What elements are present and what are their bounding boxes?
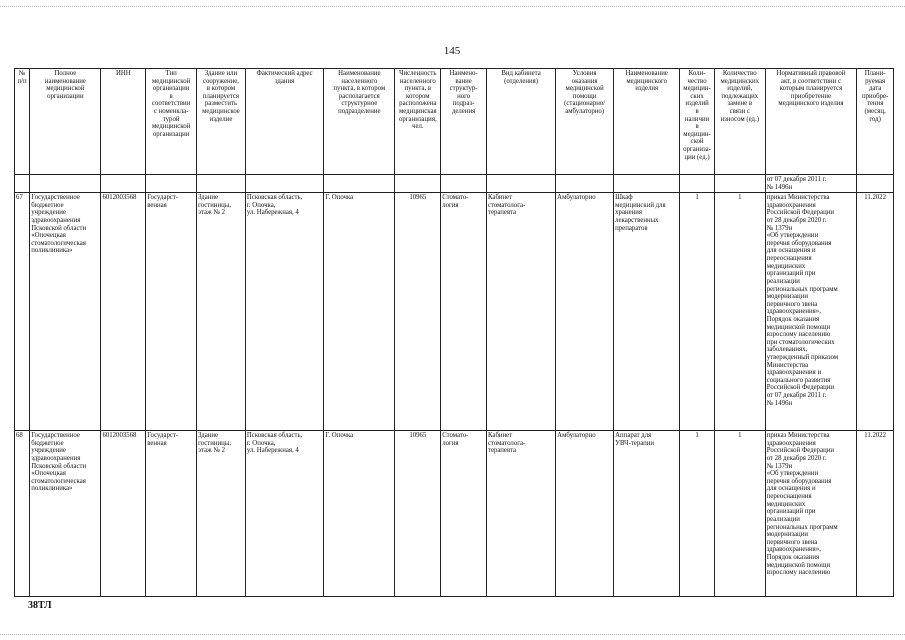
header-cell: Полное наименование медицинской организации <box>30 69 101 175</box>
header-cell: Плани- руемая дата приобре- тения (месяц, год) <box>857 69 894 175</box>
date-cell: 11.2022 <box>857 431 894 597</box>
scan-edge-top <box>0 6 905 7</box>
row-number: 67 <box>15 193 30 431</box>
building-cell: Здание гостиницы, этаж № 2 <box>197 193 246 431</box>
header-cell: Вид кабинета (отделения) <box>486 69 555 175</box>
org-name-cell: Государственное бюджетное учреждение здравоохранения Псковской области «Опочецкая стоматологическая поликлиника» <box>30 193 101 431</box>
table-cell <box>197 175 246 193</box>
replace-cell: 1 <box>714 193 765 431</box>
table-cell <box>245 175 323 193</box>
org-type-cell: Государст- венная <box>146 193 197 431</box>
table-cell <box>324 175 395 193</box>
header-cell: ИНН <box>101 69 146 175</box>
header-cell: № п/п <box>15 69 30 175</box>
act-cell: приказ Министерства здравоохранения Российской Федерации от 28 декабря 2020 г. № 1379н «Об утверждении перечня оборудования для оснащения и переоснащения медицинских организаций при реализации региональных программ модернизации первичного звена здравоохранения», Порядок оказания медицинской помощи взрослому населению <box>765 431 857 597</box>
table-cell <box>680 175 715 193</box>
table-row <box>15 431 894 597</box>
table-cell <box>714 175 765 193</box>
cabinet-cell: Кабинет стоматолога- терапевта <box>486 193 555 431</box>
org-type-cell: Государст- венная <box>146 431 197 597</box>
table-cell <box>486 175 555 193</box>
date-cell: 11.2022 <box>857 193 894 431</box>
locality-cell: Г. Опочка <box>324 193 395 431</box>
header-cell: Наименование медицинского изделия <box>614 69 680 175</box>
table-cell <box>30 175 101 193</box>
table-cell <box>614 175 680 193</box>
table-row <box>15 193 894 431</box>
table-cell <box>395 175 441 193</box>
conditions-cell: Амбулаторно <box>556 193 614 431</box>
locality-cell: Г. Опочка <box>324 431 395 597</box>
qty-cell: 1 <box>680 193 715 431</box>
header-cell: Фактический адрес здания <box>245 69 323 175</box>
table-cell <box>857 175 894 193</box>
act-cell: приказ Министерства здравоохранения Российской Федерации от 28 декабря 2020 г. № 1379н «Об утверждении перечня оборудования для оснащения и переоснащения медицинских организаций при реализации региональных программ модернизации первичного звена здравоохранения», Порядок оказания медицинской помощи взрослому населению при стоматологических заболеваниях, утвержденный приказом Министерства здравоохранения и социального развития Российской Федерации от 07 декабря 2011 г. № 1496н <box>765 193 857 431</box>
header-cell: Наименование населенного пункта, в котором располагается структурное подразделение <box>324 69 395 175</box>
building-cell: Здание гостиницы, этаж № 2 <box>197 431 246 597</box>
page-number: 145 <box>443 45 461 57</box>
unit-cell: Стомато- логия <box>441 193 487 431</box>
header-cell: Численность населенного пункта, в котором расположена медицинская организация, чел. <box>395 69 441 175</box>
header-cell: Здание или сооружение, в котором планируется разместить медицинское изделие <box>197 69 246 175</box>
continuation-row <box>15 175 894 193</box>
header-row <box>15 69 894 175</box>
table-cell <box>556 175 614 193</box>
continuation-act-cell: от 07 декабря 2011 г. № 1496н <box>765 175 857 193</box>
header-cell: Количество медицинских изделий, подлежащих замене в связи с износом (ед.) <box>714 69 765 175</box>
header-cell: Нормативный правовой акт, в соответствии с которым планируется приобретение медицинского изделия <box>765 69 857 175</box>
address-cell: Псковская область, г. Опочка, ул. Набережная, 4 <box>245 193 323 431</box>
table-cell <box>441 175 487 193</box>
replace-cell: 1 <box>714 431 765 597</box>
conditions-cell: Амбулаторно <box>556 431 614 597</box>
table-cell <box>146 175 197 193</box>
equipment-table <box>14 68 894 597</box>
scan-edge-bottom <box>0 634 905 635</box>
population-cell: 10965 <box>395 431 441 597</box>
inn-cell: 6012003568 <box>101 431 146 597</box>
footer-code: 38ТЛ <box>28 600 52 611</box>
header-cell: Тип медицинской организации в соответствии с номенкла- турой медицинской организации <box>146 69 197 175</box>
unit-cell: Стомато- логия <box>441 431 487 597</box>
header-cell: Наимено- вание структур- ного подраз- деления <box>441 69 487 175</box>
population-cell: 10965 <box>395 193 441 431</box>
device-cell: Аппарат для УВЧ-терапии <box>614 431 680 597</box>
header-cell: Условия оказания медицинской помощи (стационарно/ амбулаторно) <box>556 69 614 175</box>
org-name-cell: Государственное бюджетное учреждение здравоохранения Псковской области «Опочецкая стоматологическая поликлиника» <box>30 431 101 597</box>
row-number: 68 <box>15 431 30 597</box>
header-cell: Коли- чество медицин- ских изделий в наличии в медицин- ской организа- ции (ед.) <box>680 69 715 175</box>
qty-cell: 1 <box>680 431 715 597</box>
inn-cell: 6012003568 <box>101 193 146 431</box>
device-cell: Шкаф медицинский для хранения лекарственных препаратов <box>614 193 680 431</box>
table-cell <box>15 175 30 193</box>
cabinet-cell: Кабинет стоматолога- терапевта <box>486 431 555 597</box>
address-cell: Псковская область, г. Опочка, ул. Набережная, 4 <box>245 431 323 597</box>
table-cell <box>101 175 146 193</box>
